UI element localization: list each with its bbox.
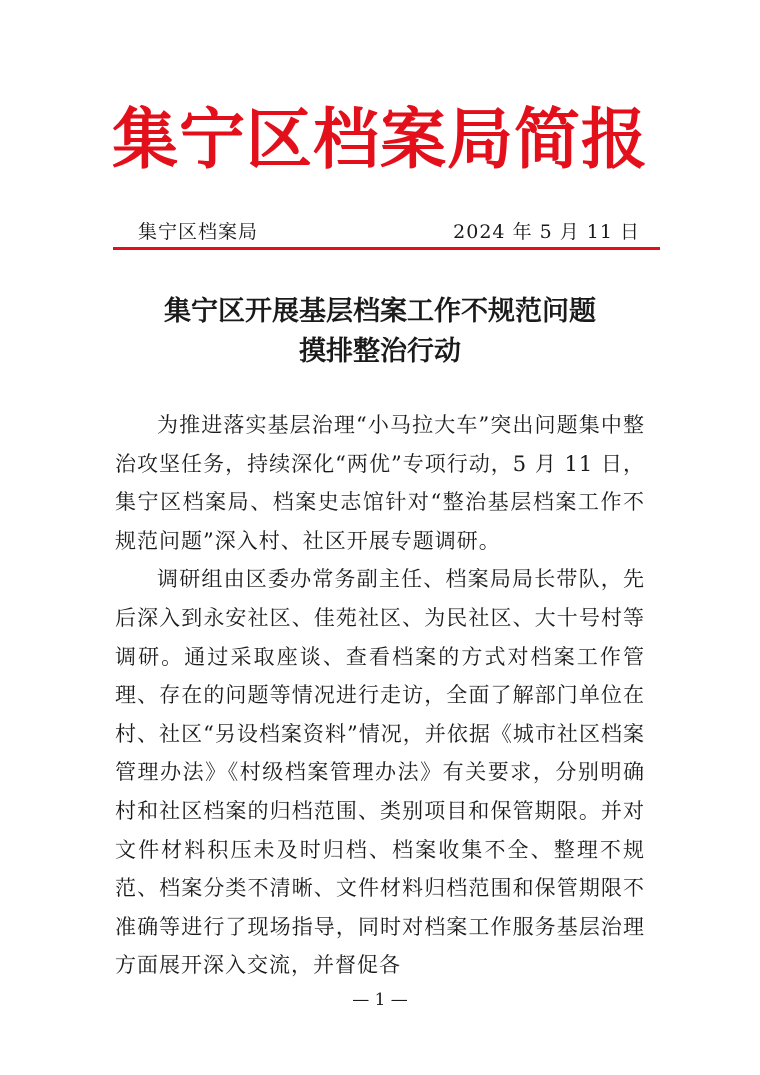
issue-date: 2024 年 5 月 11 日 [453, 221, 640, 243]
article-body [115, 406, 645, 985]
article-title-line-1: 集宁区开展基层档案工作不规范问题 [164, 296, 596, 327]
body-paragraph: 调研组由区委办常务副主任、档案局局长带队，先后深入到永安社区、佳苑社区、为民社区、大十号村等调研。通过采取座谈、查看档案的方式对档案工作管理、存在的问题等情况进行走访，全面了解部门单位在村、社区“另设档案资料”情况，并依据《城市社区档案管理办法》《村级档案管理办法》有关要求，分别明确村和社区档案的归档范围、类别项目和保管期限。并对文件材料积压未及时归档、档案收集不全、整理不规范、档案分类不清晰、文件材料归档范围和保管期限不准确等进行了现场指导，同时对档案工作服务基层治理方面展开深入交流，并督促各 [115, 567, 645, 978]
article-title [0, 292, 760, 372]
page-number: — 1 — [352, 990, 408, 1010]
red-divider-line [113, 247, 660, 250]
masthead-title: 集宁区档案局简报 [112, 101, 648, 178]
issuer-date-row [138, 218, 640, 246]
issuer-name: 集宁区档案局 [138, 221, 259, 243]
article-title-line-2: 摸排整治行动 [299, 336, 461, 367]
body-paragraph: 为推进落实基层治理“小马拉大车”突出问题集中整治攻坚任务，持续深化“两优”专项行动，5 月 11 日，集宁区档案局、档案史志馆针对“整治基层档案工作不规范问题”深入村、社区开展专题调研。 [115, 413, 645, 553]
